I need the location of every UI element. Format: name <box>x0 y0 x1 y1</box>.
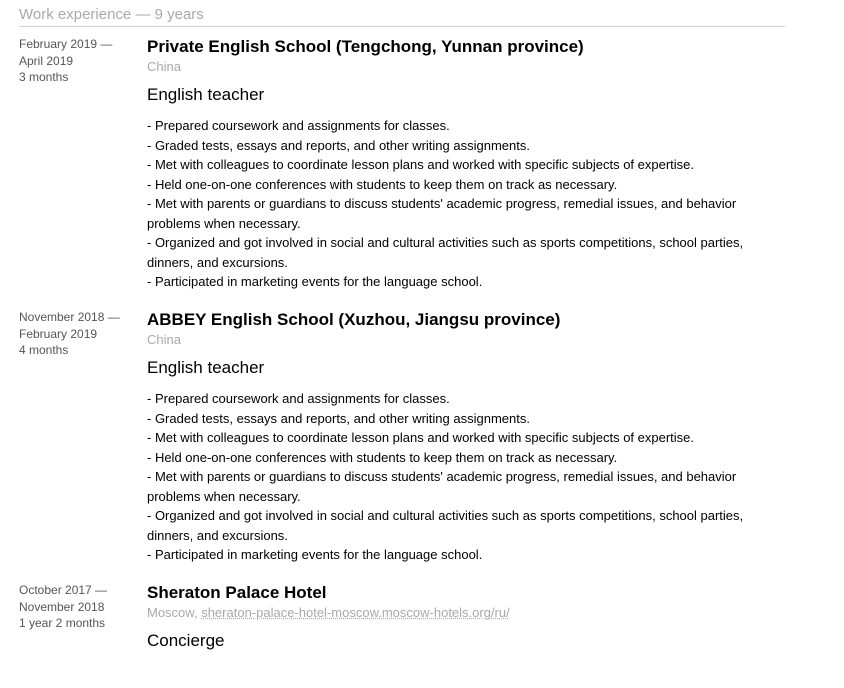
company-location: China <box>147 59 181 74</box>
duty-list <box>147 389 767 565</box>
duty-item: - Organized and got involved in social and cultural activities such as sports competitions, school parties, dinners, and excursions. <box>147 508 744 543</box>
job-period <box>19 36 139 86</box>
company-name: ABBEY English School (Xuzhou, Jiangsu province) <box>147 310 561 329</box>
period-start: November 2018 — <box>19 310 120 324</box>
period-end: November 2018 <box>19 599 105 614</box>
section-title: Work experience — 9 years <box>19 6 204 23</box>
duty-item: - Met with parents or guardians to discuss students' academic progress, remedial issues, and behavior problems when necessary. <box>147 469 737 504</box>
duty-item: - Prepared coursework and assignments for classes. <box>147 391 450 406</box>
duty-item: - Met with parents or guardians to discuss students' academic progress, remedial issues, and behavior problems when necessary. <box>147 196 737 231</box>
duty-item: - Participated in marketing events for the language school. <box>147 547 483 562</box>
period-start: February 2019 — <box>19 37 113 51</box>
duty-item: - Held one-on-one conferences with students to keep them on track as necessary. <box>147 176 618 192</box>
company-name: Private English School (Tengchong, Yunnan province) <box>147 37 584 56</box>
duty-item: - Participated in marketing events for the language school. <box>147 274 483 289</box>
location-city: Moscow, <box>147 605 198 620</box>
duty-item: - Organized and got involved in social and cultural activities such as sports competitions, school parties, dinners, and excursions. <box>147 235 744 270</box>
company-website-link[interactable]: sheraton-palace-hotel-moscow.moscow-hotels.org/ru/ <box>201 605 510 620</box>
period-start: October 2017 — <box>19 583 108 597</box>
job-position: English teacher <box>147 85 265 104</box>
duty-item: - Held one-on-one conferences with students to keep them on track as necessary. <box>147 449 618 465</box>
section-divider <box>19 26 785 27</box>
job-period <box>19 309 139 359</box>
period-end: February 2019 <box>19 326 98 341</box>
job-duration: 3 months <box>19 70 69 84</box>
duty-list <box>147 116 767 292</box>
job-duration: 4 months <box>19 343 69 357</box>
job-period <box>19 582 139 632</box>
company-location: China <box>147 332 181 347</box>
duty-item: - Graded tests, essays and reports, and other writing assignments. <box>147 410 530 426</box>
company-location <box>147 605 767 621</box>
period-end: April 2019 <box>19 53 74 68</box>
company-name: Sheraton Palace Hotel <box>147 583 327 602</box>
job-position: English teacher <box>147 358 265 377</box>
duty-item: - Met with colleagues to coordinate lesson plans and worked with specific subjects of expertise. <box>147 157 695 172</box>
duty-item: - Met with colleagues to coordinate lesson plans and worked with specific subjects of expertise. <box>147 430 695 445</box>
job-duration: 1 year 2 months <box>19 616 106 630</box>
duty-item: - Prepared coursework and assignments for classes. <box>147 118 450 133</box>
job-position: Concierge <box>147 631 225 650</box>
duty-item: - Graded tests, essays and reports, and other writing assignments. <box>147 137 530 153</box>
